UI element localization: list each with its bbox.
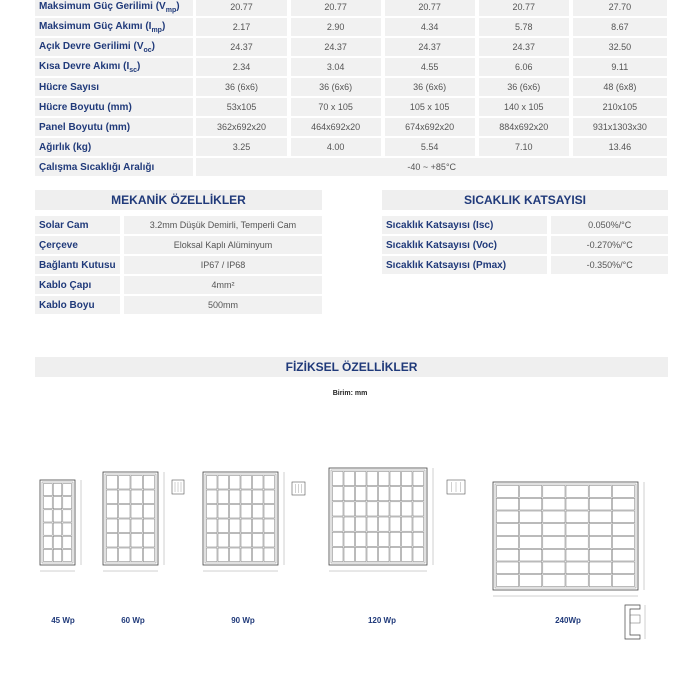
mechanical-row-value: Eloksal Kaplı Alüminyum <box>124 236 322 254</box>
electrical-row <box>35 38 667 56</box>
mechanical-row-label: Çerçeve <box>35 236 120 254</box>
thermal-row-label: Sıcaklık Katsayısı (Pmax) <box>382 256 547 274</box>
electrical-value: 36 (6x6) <box>479 78 569 96</box>
electrical-spec-table <box>35 0 667 178</box>
mechanical-spec-table <box>35 214 322 316</box>
panel-drawing <box>40 480 81 571</box>
electrical-value: 4.00 <box>291 138 381 156</box>
electrical-value: 2.90 <box>291 18 381 36</box>
thermal-title: SICAKLIK KATSAYISI <box>382 190 668 210</box>
electrical-row <box>35 0 667 16</box>
electrical-row <box>35 138 667 156</box>
electrical-value: 210x105 <box>573 98 667 116</box>
electrical-value: 931x1303x30 <box>573 118 667 136</box>
electrical-value: 6.06 <box>479 58 569 76</box>
mechanical-row <box>35 216 322 234</box>
electrical-row-label: Ağırlık (kg) <box>35 138 193 156</box>
mechanical-row <box>35 236 322 254</box>
panel-drawing <box>493 482 644 596</box>
electrical-value: 27.70 <box>573 0 667 16</box>
electrical-value: 36 (6x6) <box>385 78 475 96</box>
mechanical-row <box>35 256 322 274</box>
electrical-value: 20.77 <box>385 0 475 16</box>
electrical-value: 8.67 <box>573 18 667 36</box>
temp-range-value: -40 ~ +85°C <box>196 158 667 176</box>
mechanical-row-label: Kablo Boyu <box>35 296 120 314</box>
thermal-row <box>382 216 668 234</box>
panel-power-label: 240Wp <box>555 616 581 625</box>
electrical-value: 362x692x20 <box>196 118 286 136</box>
thermal-row-value: 0.050%/°C <box>551 216 668 234</box>
electrical-row <box>35 78 667 96</box>
electrical-value: 36 (6x6) <box>291 78 381 96</box>
electrical-row <box>35 18 667 36</box>
physical-title: FİZİKSEL ÖZELLİKLER <box>35 357 668 377</box>
mechanical-row-label: Kablo Çapı <box>35 276 120 294</box>
mechanical-row-label: Bağlantı Kutusu <box>35 256 120 274</box>
electrical-value: 2.34 <box>196 58 286 76</box>
thermal-row-label: Sıcaklık Katsayısı (Voc) <box>382 236 547 254</box>
panel-frame <box>103 472 158 565</box>
mechanical-row-value: 500mm <box>124 296 322 314</box>
panel-power-label: 120 Wp <box>367 616 396 625</box>
electrical-value: 2.17 <box>196 18 286 36</box>
electrical-value: 13.46 <box>573 138 667 156</box>
panel-frame <box>40 480 75 565</box>
mechanical-row <box>35 276 322 294</box>
electrical-row-label: Panel Boyutu (mm) <box>35 118 193 136</box>
mechanical-row <box>35 296 322 314</box>
electrical-row-label: Hücre Sayısı <box>35 78 193 96</box>
thermal-row-value: -0.350%/°C <box>551 256 668 274</box>
thermal-row-label: Sıcaklık Katsayısı (Isc) <box>382 216 547 234</box>
panel-power-label: 90 Wp <box>231 616 255 625</box>
electrical-value: 464x692x20 <box>291 118 381 136</box>
panel-frame <box>203 472 278 565</box>
electrical-value: 140 x 105 <box>479 98 569 116</box>
electrical-value: 5.78 <box>479 18 569 36</box>
electrical-value: 20.77 <box>479 0 569 16</box>
temp-range-row <box>35 158 667 176</box>
electrical-row-label: Maksimum Güç Akımı $(I_{mp})$ <box>35 18 193 36</box>
electrical-value: 4.55 <box>385 58 475 76</box>
electrical-value: 5.54 <box>385 138 475 156</box>
thermal-row <box>382 256 668 274</box>
panel-drawing <box>329 468 465 571</box>
panel-drawings <box>0 455 700 655</box>
electrical-row <box>35 98 667 116</box>
electrical-row <box>35 58 667 76</box>
mechanical-row-value: 3.2mm Düşük Demirli, Temperli Cam <box>124 216 322 234</box>
panel-drawing <box>203 472 305 571</box>
frame-profile-detail <box>625 605 645 639</box>
panel-drawing <box>103 472 184 571</box>
panel-power-label: 60 Wp <box>121 616 145 625</box>
electrical-value: 24.37 <box>479 38 569 56</box>
electrical-value: 24.37 <box>291 38 381 56</box>
electrical-value: 53x105 <box>196 98 286 116</box>
electrical-value: 3.25 <box>196 138 286 156</box>
electrical-value: 3.04 <box>291 58 381 76</box>
mechanical-row-label: Solar Cam <box>35 216 120 234</box>
panel-frame <box>329 468 427 565</box>
electrical-value: 9.11 <box>573 58 667 76</box>
thermal-row-value: -0.270%/°C <box>551 236 668 254</box>
electrical-row <box>35 118 667 136</box>
electrical-value: 7.10 <box>479 138 569 156</box>
electrical-row-label: Kısa Devre Akımı $(I_{sc})$ <box>35 58 193 76</box>
temp-range-label: Çalışma Sıcaklığı Aralığı <box>35 158 193 176</box>
thermal-row <box>382 236 668 254</box>
electrical-value: 105 x 105 <box>385 98 475 116</box>
mechanical-title: MEKANİK ÖZELLİKLER <box>35 190 322 210</box>
electrical-row-label: Maksimum Güç Gerilimi $(V_{mp})$ <box>35 0 193 16</box>
electrical-row-label: Açık Devre Gerilimi $(V_{oc})$ <box>35 38 193 56</box>
electrical-value: 24.37 <box>385 38 475 56</box>
electrical-value: 20.77 <box>196 0 286 16</box>
unit-note: Birim: mm <box>332 390 368 397</box>
electrical-value: 884x692x20 <box>479 118 569 136</box>
electrical-value: 4.34 <box>385 18 475 36</box>
electrical-value: 32.50 <box>573 38 667 56</box>
electrical-row-label: Hücre Boyutu (mm) <box>35 98 193 116</box>
electrical-value: 36 (6x6) <box>196 78 286 96</box>
electrical-value: 20.77 <box>291 0 381 16</box>
electrical-value: 48 (6x8) <box>573 78 667 96</box>
electrical-value: 70 x 105 <box>291 98 381 116</box>
mechanical-row-value: 4mm² <box>124 276 322 294</box>
electrical-value: 24.37 <box>196 38 286 56</box>
mechanical-row-value: IP67 / IP68 <box>124 256 322 274</box>
electrical-value: 674x692x20 <box>385 118 475 136</box>
panel-power-label: 45 Wp <box>51 616 75 625</box>
thermal-spec-table <box>382 214 668 276</box>
